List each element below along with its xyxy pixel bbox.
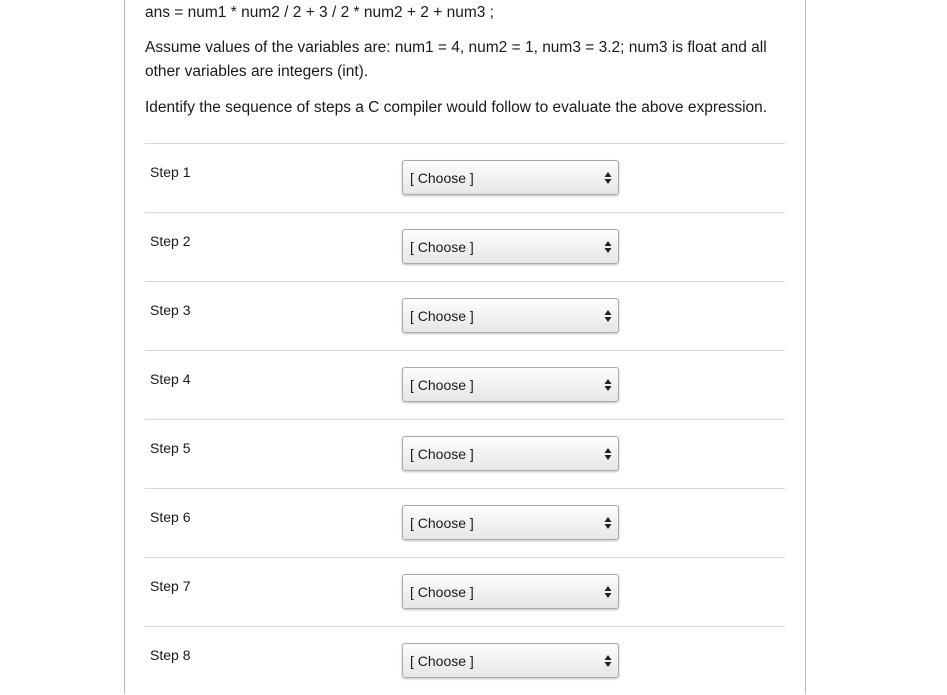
updown-arrows-icon — [604, 240, 612, 254]
question-panel — [124, 0, 806, 694]
updown-arrows-icon — [604, 516, 612, 530]
step-label: Step 5 — [150, 440, 191, 456]
select-value: [ Choose ] — [410, 377, 474, 393]
step-label: Step 6 — [150, 509, 191, 525]
steps-table — [145, 143, 785, 695]
step-5-select[interactable] — [402, 436, 619, 471]
updown-arrows-icon — [604, 654, 612, 668]
step-6-select[interactable] — [402, 505, 619, 540]
select-value: [ Choose ] — [410, 170, 474, 186]
step-row — [145, 143, 785, 212]
updown-arrows-icon — [604, 309, 612, 323]
updown-arrows-icon — [604, 378, 612, 392]
select-value: [ Choose ] — [410, 308, 474, 324]
select-value: [ Choose ] — [410, 653, 474, 669]
step-label: Step 8 — [150, 647, 191, 663]
step-label: Step 2 — [150, 233, 191, 249]
step-2-select[interactable] — [402, 229, 619, 264]
expression-text: ans = num1 * num2 / 2 + 3 / 2 * num2 + 2 + num3 ; — [145, 4, 494, 21]
step-row — [145, 557, 785, 626]
step-1-select[interactable] — [402, 160, 619, 195]
instruction-text: Identify the sequence of steps a C compiler would follow to evaluate the above expression. — [145, 99, 768, 116]
step-row — [145, 212, 785, 281]
select-value: [ Choose ] — [410, 239, 474, 255]
step-label: Step 4 — [150, 371, 191, 387]
step-3-select[interactable] — [402, 298, 619, 333]
step-label: Step 1 — [150, 164, 191, 180]
updown-arrows-icon — [604, 171, 612, 185]
select-value: [ Choose ] — [410, 515, 474, 531]
step-7-select[interactable] — [402, 574, 619, 609]
step-row — [145, 350, 785, 419]
step-row — [145, 488, 785, 557]
select-value: [ Choose ] — [410, 584, 474, 600]
step-8-select[interactable] — [402, 643, 619, 678]
step-label: Step 7 — [150, 578, 191, 594]
select-value: [ Choose ] — [410, 446, 474, 462]
step-row — [145, 419, 785, 488]
step-4-select[interactable] — [402, 367, 619, 402]
updown-arrows-icon — [604, 447, 612, 461]
assumption-text: Assume values of the variables are: num1 = 4, num2 = 1, num3 = 3.2; num3 is float and all other variables are integers (int). — [145, 39, 767, 80]
updown-arrows-icon — [604, 585, 612, 599]
step-row — [145, 626, 785, 695]
step-row — [145, 281, 785, 350]
step-label: Step 3 — [150, 302, 191, 318]
